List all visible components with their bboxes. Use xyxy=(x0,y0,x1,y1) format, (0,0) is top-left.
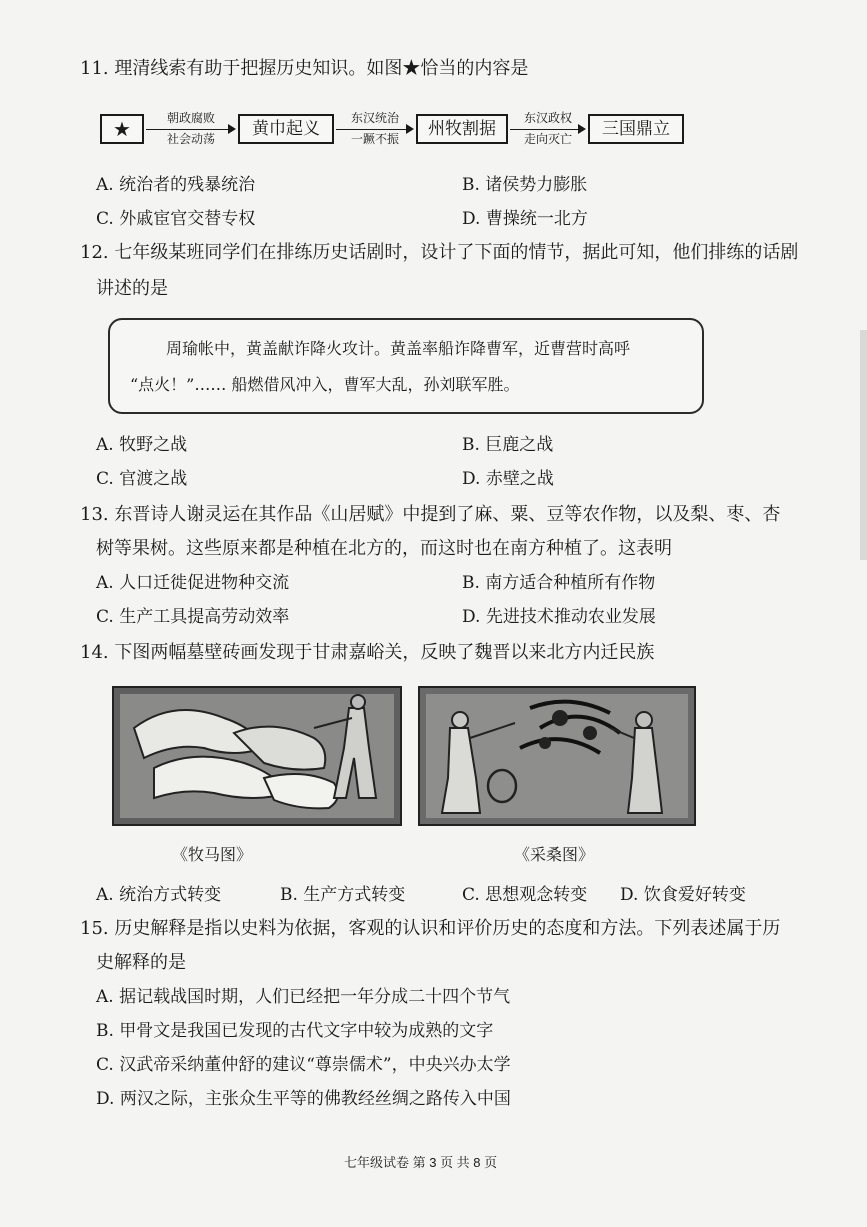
arrow2-bottom-label: 一蹶不振 xyxy=(350,132,399,146)
q14-option-b[interactable]: B. 生产方式转变 xyxy=(280,885,406,905)
arrow3-bottom-label: 走向灭亡 xyxy=(523,132,572,146)
q11-option-d[interactable]: D. 曹操统一北方 xyxy=(462,209,588,229)
q13-stem-line2: 树等果树。这些原来都是种植在北方的，而这时也在南方种植了。这表明 xyxy=(96,538,672,559)
q14-option-c[interactable]: C. 思想观念转变 xyxy=(462,885,588,905)
horse-herding-image xyxy=(114,688,400,824)
q15-option-b[interactable]: B. 甲骨文是我国已发现的古代文字中较为成熟的文字 xyxy=(96,1021,494,1041)
arrow2-top-label: 东汉统治 xyxy=(350,111,399,125)
q13-option-c[interactable]: C. 生产工具提高劳动效率 xyxy=(96,607,290,627)
q14-option-d[interactable]: D. 饮食爱好转变 xyxy=(620,885,746,905)
flow-arrow-2 xyxy=(336,110,414,150)
scenario-line1: 周瑜帐中，黄盖献诈降火攻计。黄盖率船诈降曹军，近曹营时高呼 xyxy=(166,339,631,358)
q12-stem-line1: 12. 七年级某班同学们在排练历史话剧时，设计了下面的情节，据此可知，他们排练的话剧 xyxy=(80,242,799,263)
q12-option-c[interactable]: C. 官渡之战 xyxy=(96,469,188,489)
q15-option-c[interactable]: C. 汉武帝采纳董仲舒的建议“尊崇儒术”，中央兴办太学 xyxy=(96,1055,511,1075)
box-huangjin: 黄巾起义 xyxy=(238,114,334,144)
flow-arrow-1 xyxy=(146,110,236,150)
horse-herding-mural xyxy=(112,686,402,826)
q13-option-d[interactable]: D. 先进技术推动农业发展 xyxy=(462,607,656,627)
arrow1-top-label: 朝政腐败 xyxy=(166,111,215,125)
star-box: ★ xyxy=(100,114,144,144)
q11-option-b[interactable]: B. 诸侯势力膨胀 xyxy=(462,175,588,195)
mulberry-picking-image xyxy=(420,688,694,824)
scenario-line2: “点火！”…… 船燃借风冲入，曹军大乱，孙刘联军胜。 xyxy=(130,375,520,394)
q15-option-a[interactable]: A. 据记载战国时期，人们已经把一年分成二十四个节气 xyxy=(96,987,511,1007)
mulberry-picking-mural xyxy=(418,686,696,826)
arrow1-bottom-label: 社会动荡 xyxy=(166,132,215,146)
q12-option-a[interactable]: A. 牧野之战 xyxy=(96,435,188,455)
q14-stem: 14. 下图两幅墓壁砖画发现于甘肃嘉峪关，反映了魏晋以来北方内迁民族 xyxy=(80,642,655,663)
q13-stem-line1: 13. 东晋诗人谢灵运在其作品《山居赋》中提到了麻、粟、豆等农作物，以及梨、枣、杏 xyxy=(80,504,781,525)
q15-stem-line2: 史解释的是 xyxy=(96,952,186,973)
q12-option-d[interactable]: D. 赤壁之战 xyxy=(462,469,554,489)
q11-flow-diagram xyxy=(100,110,690,150)
q15-option-d[interactable]: D. 两汉之际，主张众生平等的佛教经丝绸之路传入中国 xyxy=(96,1089,511,1109)
q11-option-c[interactable]: C. 外戚宦官交替专权 xyxy=(96,209,256,229)
q12-option-b[interactable]: B. 巨鹿之战 xyxy=(462,435,554,455)
q13-option-b[interactable]: B. 南方适合种植所有作物 xyxy=(462,573,656,593)
q12-stem-line2: 讲述的是 xyxy=(96,278,168,299)
caption-horse-herding: 《牧马图》 xyxy=(172,845,253,864)
q11-option-a[interactable]: A. 统治者的残暴统治 xyxy=(96,175,256,195)
arrow3-top-label: 东汉政权 xyxy=(523,111,572,125)
q11-stem: 11. 理清线索有助于把握历史知识。如图★恰当的内容是 xyxy=(80,58,529,79)
q15-stem-line1: 15. 历史解释是指以史料为依据，客观的认识和评价历史的态度和方法。下列表述属于历 xyxy=(80,918,781,939)
q13-option-a[interactable]: A. 人口迁徙促进物种交流 xyxy=(96,573,290,593)
box-sanguo: 三国鼎立 xyxy=(588,114,684,144)
box-zhoumu: 州牧割据 xyxy=(416,114,508,144)
q14-option-a[interactable]: A. 统治方式转变 xyxy=(96,885,222,905)
scan-edge-shadow xyxy=(860,330,867,560)
caption-mulberry-picking: 《采桑图》 xyxy=(514,845,595,864)
page-footer: 七年级试卷 第 3 页 共 8 页 xyxy=(344,1155,498,1170)
q12-scenario-box xyxy=(108,318,704,414)
flow-arrow-3 xyxy=(510,110,586,150)
